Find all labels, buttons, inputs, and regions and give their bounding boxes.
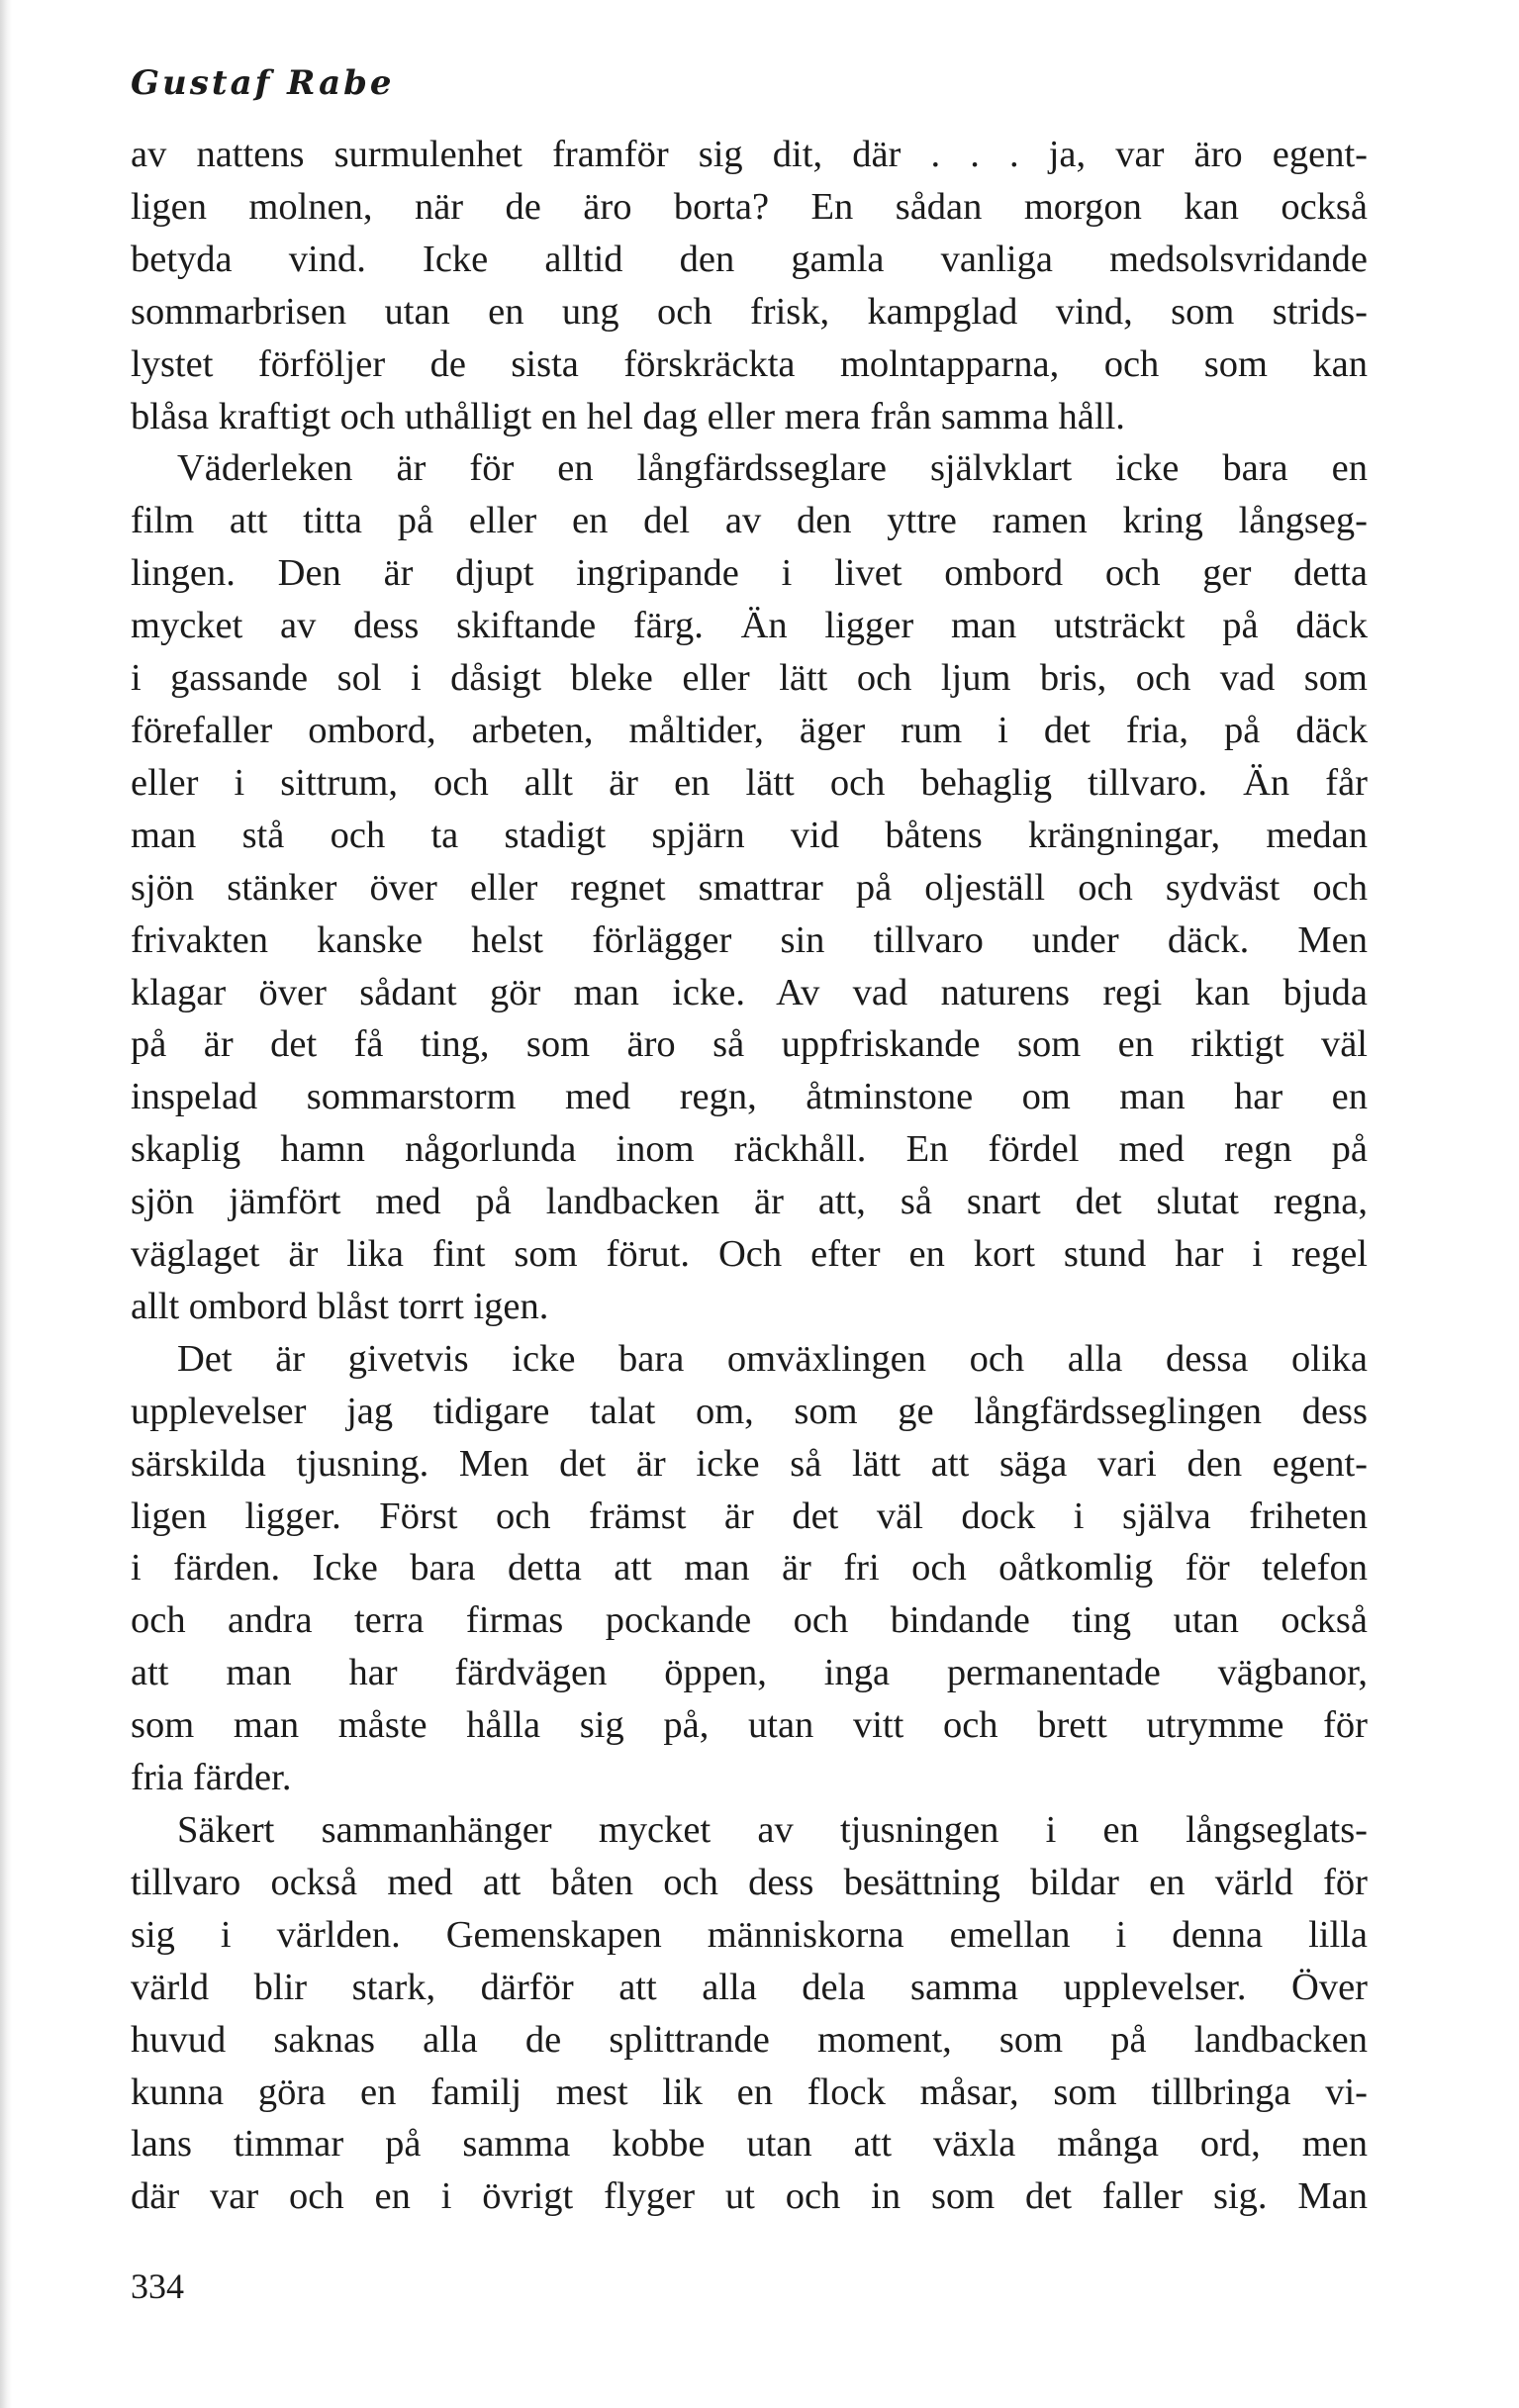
text-line: betyda vind. Icke alltid den gamla vanliga medsolsvridande bbox=[131, 238, 1368, 280]
text-line: i gassande sol i dåsigt bleke eller lätt och ljum bris, och vad som bbox=[131, 657, 1368, 700]
text-line: sjön stänker över eller regnet smattrar på oljeställ och sydväst och bbox=[131, 866, 1368, 909]
paragraph-2 bbox=[131, 442, 1368, 1332]
text-line: huvud saknas alla de splittrande moment, som på landbacken bbox=[131, 2018, 1368, 2061]
paragraph-4 bbox=[131, 1804, 1368, 2223]
text-line: Säkert sammanhänger mycket av tjusningen i en långseglats- bbox=[177, 1809, 1368, 1851]
text-line: ligen molnen, när de äro borta? En sådan morgon kan också bbox=[131, 185, 1368, 228]
text-line: i färden. Icke bara detta att man är fri och oåtkomlig för telefon bbox=[131, 1547, 1368, 1589]
text-line: och andra terra firmas pockande och bindande ting utan också bbox=[131, 1599, 1368, 1642]
text-line: tillvaro också med att båten och dess besättning bildar en värld för bbox=[131, 1861, 1368, 1903]
text-line: inspelad sommarstorm med regn, åtminstone om man har en bbox=[131, 1076, 1368, 1118]
running-head: Gustaf Rabe bbox=[131, 63, 395, 103]
text-line: eller i sittrum, och allt är en lätt och behaglig tillvaro. Än får bbox=[131, 761, 1368, 804]
text-line: ligen ligger. Först och främst är det väl dock i själva friheten bbox=[131, 1494, 1368, 1537]
text-line: lystet förföljer de sista förskräckta molntapparna, och som kan bbox=[131, 342, 1368, 385]
text-line: blåsa kraftigt och uthålligt en hel dag eller mera från samma håll. bbox=[131, 395, 1125, 437]
page-number: 334 bbox=[131, 2266, 184, 2306]
text-line: fria färder. bbox=[131, 1757, 292, 1799]
text-line: upplevelser jag tidigare talat om, som ge långfärdsseglingen dess bbox=[131, 1390, 1368, 1432]
text-line: lingen. Den är djupt ingripande i livet ombord och ger detta bbox=[131, 552, 1368, 595]
text-line: Väderleken är för en långfärdsseglare självklart icke bara en bbox=[177, 447, 1368, 490]
body-text bbox=[131, 129, 1368, 2223]
text-line: där var och en i övrigt flyger ut och in som det faller sig. Man bbox=[131, 2175, 1368, 2218]
text-line: sig i världen. Gemenskapen människorna emellan i denna lilla bbox=[131, 1913, 1368, 1956]
text-line: förefaller ombord, arbeten, måltider, äger rum i det fria, på däck bbox=[131, 709, 1368, 751]
text-line: Det är givetvis icke bara omväxlingen och alla dessa olika bbox=[177, 1337, 1368, 1380]
text-line: klagar över sådant gör man icke. Av vad naturens regi kan bjuda bbox=[131, 971, 1368, 1013]
text-line: sjön jämfört med på landbacken är att, så snart det slutat regna, bbox=[131, 1181, 1368, 1223]
text-line: man stå och ta stadigt spjärn vid båtens krängningar, medan bbox=[131, 814, 1368, 856]
text-line: på är det få ting, som äro så uppfriskande som en riktigt väl bbox=[131, 1023, 1368, 1066]
text-line: allt ombord blåst torrt igen. bbox=[131, 1285, 549, 1327]
text-line: lans timmar på samma kobbe utan att växla många ord, men bbox=[131, 2123, 1368, 2166]
page-binding-edge bbox=[0, 0, 12, 2408]
text-line: särskilda tjusning. Men det är icke så lätt att säga vari den egent- bbox=[131, 1442, 1368, 1485]
text-line: värld blir stark, därför att alla dela samma upplevelser. Över bbox=[131, 1966, 1368, 2008]
text-line: av nattens surmulenhet framför sig dit, där . . . ja, var äro egent- bbox=[131, 134, 1368, 175]
text-line: kunna göra en familj mest lik en flock måsar, som tillbringa vi- bbox=[131, 2071, 1368, 2113]
text-line: som man måste hålla sig på, utan vitt och brett utrymme för bbox=[131, 1704, 1368, 1747]
text-line: film att titta på eller en del av den yttre ramen kring långseg- bbox=[131, 500, 1368, 542]
text-line: mycket av dess skiftande färg. Än ligger man utsträckt på däck bbox=[131, 605, 1368, 647]
text-line: sommarbrisen utan en ung och frisk, kampglad vind, som strids- bbox=[131, 290, 1368, 333]
text-line: att man har färdvägen öppen, inga permanentade vägbanor, bbox=[131, 1652, 1368, 1694]
paragraph-1 bbox=[131, 129, 1368, 442]
text-line: väglaget är lika fint som förut. Och efter en kort stund har i regel bbox=[131, 1233, 1368, 1276]
text-line: frivakten kanske helst förlägger sin tillvaro under däck. Men bbox=[131, 918, 1368, 961]
paragraph-3 bbox=[131, 1333, 1368, 1804]
text-line: skaplig hamn någorlunda inom räckhåll. En fördel med regn på bbox=[131, 1128, 1368, 1171]
